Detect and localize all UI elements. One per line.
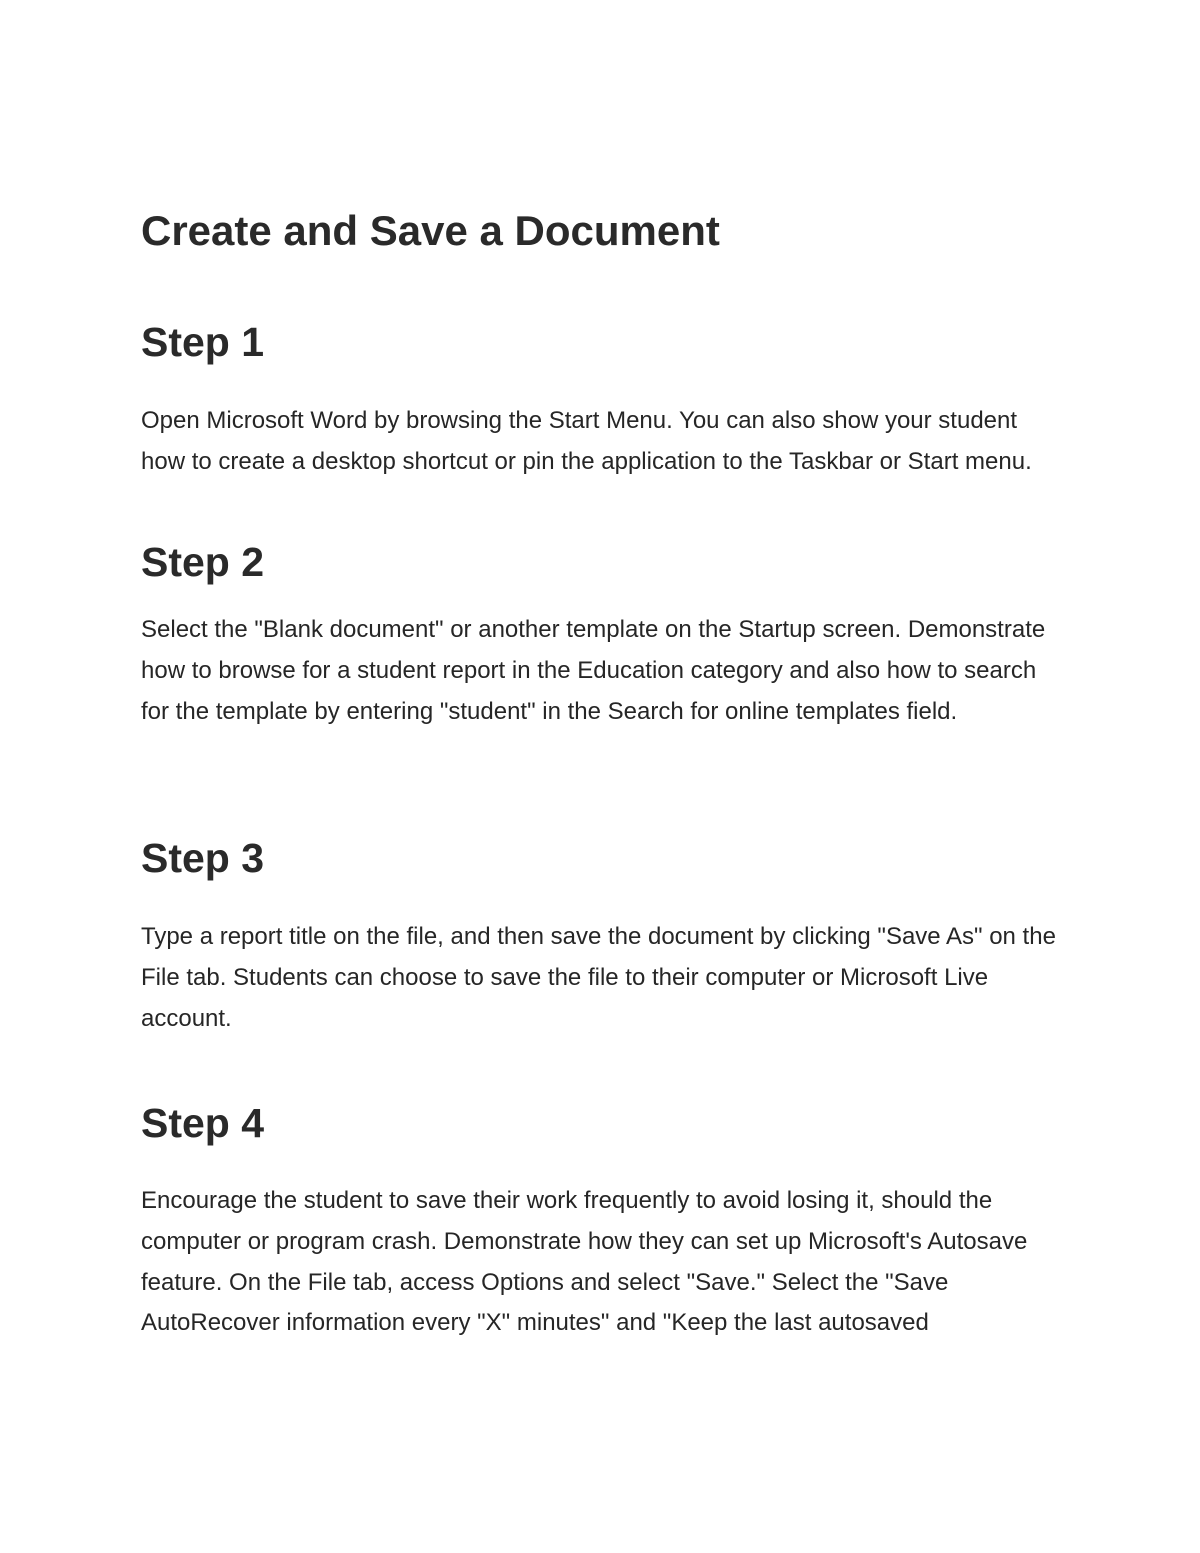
step-3-text: Type a report title on the file, and then save the document by clicking "Save As" on the File tab. Students can choose to save the file to their computer or Microsoft Live account. [141,923,1056,1032]
document-title: Create and Save a Document [141,207,720,254]
step-3-heading: Step 3 [141,835,265,881]
step-2-text: Select the "Blank document" or another template on the Startup screen. Demonstrate how to browse for a student report in the Education category and also how to search for the template by entering "student" in the Search for online templates field. [141,616,1046,725]
step-1-text: Open Microsoft Word by browsing the Start Menu. You can also show your student how to create a desktop shortcut or pin the application to the Taskbar or Start menu. [141,407,1032,475]
step-2-heading: Step 2 [141,539,265,585]
step-4-text: Encourage the student to save their work frequently to avoid losing it, should the computer or program crash. Demonstrate how they can set up Microsoft's Autosave feature. On the File tab, access Options and select "Save." Select the "Save AutoRecover information every "X" minutes" and "Keep the last autosaved [141,1187,1028,1337]
step-1-heading: Step 1 [141,319,265,365]
step-4-heading: Step 4 [141,1100,265,1146]
